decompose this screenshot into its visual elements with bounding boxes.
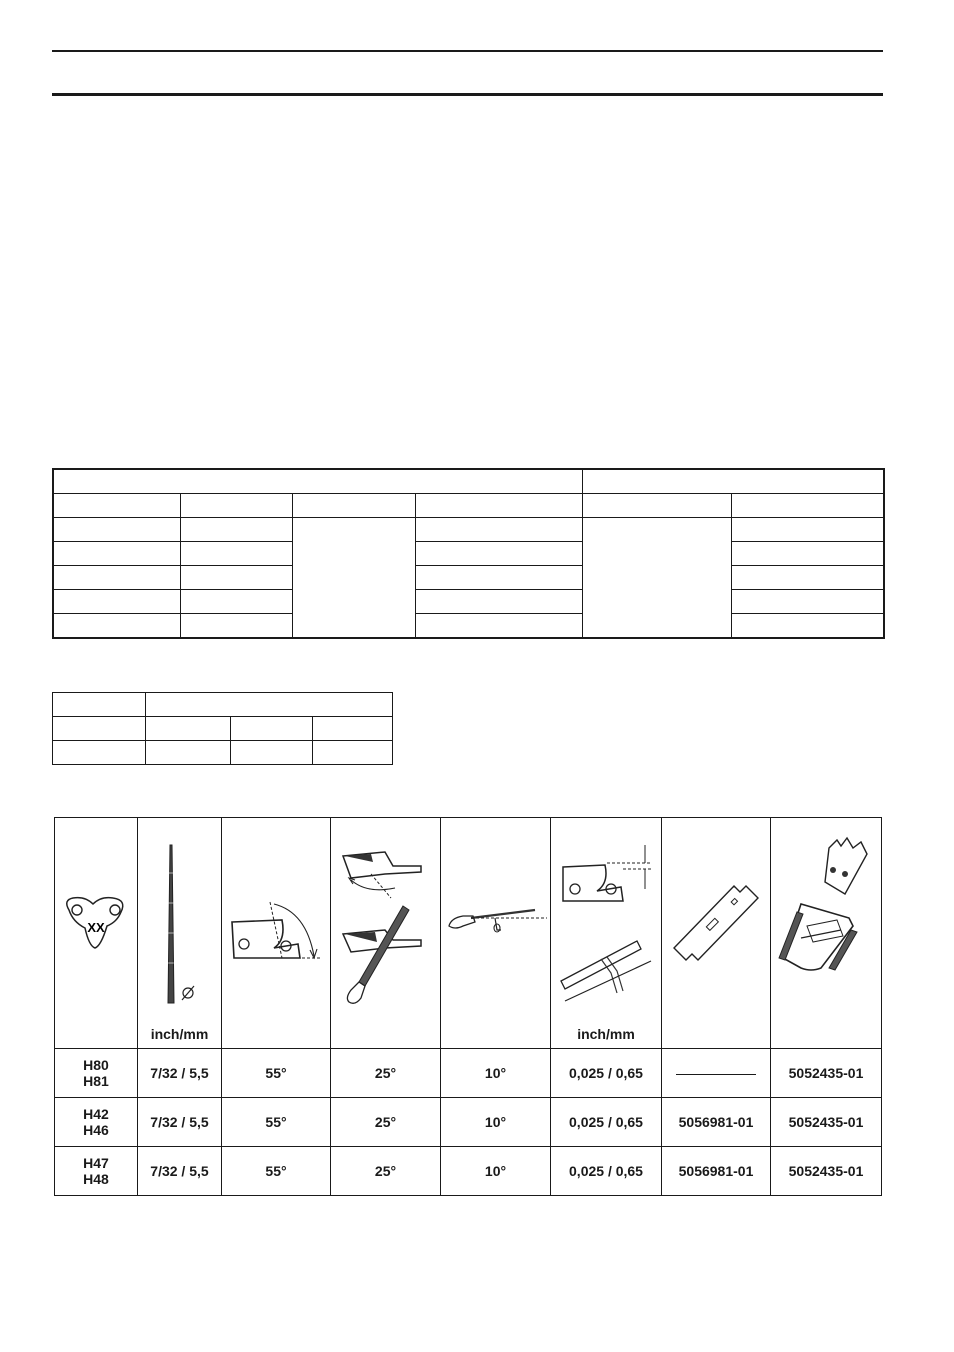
top-plate-angle-cell: 55° xyxy=(222,1098,331,1147)
spec-table xyxy=(52,468,885,639)
drive-link-illustration-cell xyxy=(55,818,138,1049)
tilt-angle-cell: 10° xyxy=(441,1098,551,1147)
spec-cell xyxy=(732,494,885,518)
small-header-cell xyxy=(146,693,393,717)
spec-cell xyxy=(53,518,181,542)
spec-cell xyxy=(416,518,583,542)
file-holder-icon xyxy=(771,818,881,1048)
drive-link-icon xyxy=(55,818,137,1048)
file-size-cell: 7/32 / 5,5 xyxy=(138,1147,222,1196)
holder-part-cell: 5052435-01 xyxy=(771,1147,882,1196)
drive-link-label: XX xyxy=(87,920,105,935)
spec-cell xyxy=(732,566,885,590)
depth-gauge-illustration-cell xyxy=(551,818,662,1049)
small-cell xyxy=(53,741,146,765)
spec-merged-cell xyxy=(583,518,732,639)
depth-gauge-unit-label: inch/mm xyxy=(577,1026,635,1042)
file-size-cell: 7/32 / 5,5 xyxy=(138,1098,222,1147)
depth-gauge-tool-illustration-cell xyxy=(662,818,771,1049)
file-holder-illustration-cell xyxy=(771,818,882,1049)
holder-part-cell: 5052435-01 xyxy=(771,1098,882,1147)
no-part-line xyxy=(676,1074,756,1075)
tilt-angle-icon xyxy=(441,818,550,1048)
spec-cell xyxy=(181,518,293,542)
chain-type-cell: H80 H81 xyxy=(55,1049,138,1098)
spec-cell xyxy=(583,494,732,518)
top-plate-angle-cell: 55° xyxy=(222,1147,331,1196)
depth-gauge-cell: 0,025 / 0,65 xyxy=(551,1049,662,1098)
gauge-part-cell xyxy=(662,1049,771,1098)
spec-cell xyxy=(416,590,583,614)
table-row xyxy=(55,1098,882,1147)
small-cell xyxy=(53,693,146,717)
spec-cell xyxy=(416,494,583,518)
sharpening-tool-table xyxy=(54,817,882,1196)
file-unit-label: inch/mm xyxy=(150,1026,209,1042)
table-row xyxy=(55,1049,882,1098)
small-cell xyxy=(231,717,313,741)
file-illustration-cell xyxy=(138,818,222,1049)
small-cell xyxy=(313,741,393,765)
spec-cell xyxy=(416,542,583,566)
spec-cell xyxy=(732,590,885,614)
gauge-part-cell: 5056981-01 xyxy=(662,1147,771,1196)
table-row xyxy=(55,1147,882,1196)
spec-cell xyxy=(416,614,583,639)
depth-gauge-tool-icon xyxy=(662,818,770,1048)
tilt-angle-cell: 10° xyxy=(441,1049,551,1098)
spec-cell xyxy=(53,542,181,566)
spec-cell xyxy=(53,614,181,639)
top-plate-angle-icon xyxy=(222,818,330,1048)
spec-cell xyxy=(181,614,293,639)
filing-angle-cell: 25° xyxy=(331,1049,441,1098)
spec-cell xyxy=(53,566,181,590)
tilt-angle-cell: 10° xyxy=(441,1147,551,1196)
spec-cell xyxy=(181,590,293,614)
spec-cell xyxy=(732,542,885,566)
spec-merged-cell xyxy=(293,518,416,639)
depth-gauge-icon xyxy=(551,833,661,1033)
small-cell xyxy=(146,717,231,741)
filing-angle-illustration-cell xyxy=(331,818,441,1049)
top-plate-angle-illustration-cell xyxy=(222,818,331,1049)
spec-cell xyxy=(732,614,885,639)
filing-angle-cell: 25° xyxy=(331,1098,441,1147)
filing-angle-cell: 25° xyxy=(331,1147,441,1196)
chain-type-cell: H42 H46 xyxy=(55,1098,138,1147)
depth-gauge-cell: 0,025 / 0,65 xyxy=(551,1098,662,1147)
gauge-part-cell: 5056981-01 xyxy=(662,1098,771,1147)
small-cell xyxy=(53,717,146,741)
spec-cell xyxy=(181,566,293,590)
file-size-cell: 7/32 / 5,5 xyxy=(138,1049,222,1098)
depth-gauge-cell: 0,025 / 0,65 xyxy=(551,1147,662,1196)
header-rule-top xyxy=(52,50,883,52)
small-cell xyxy=(313,717,393,741)
small-cell xyxy=(231,741,313,765)
small-cell xyxy=(146,741,231,765)
holder-part-cell: 5052435-01 xyxy=(771,1049,882,1098)
filing-angle-icon xyxy=(331,818,440,1048)
spec-cell xyxy=(416,566,583,590)
spec-cell xyxy=(293,494,416,518)
spec-cell xyxy=(732,518,885,542)
top-plate-angle-cell: 55° xyxy=(222,1049,331,1098)
spec-cell xyxy=(53,494,181,518)
chain-type-cell: H47 H48 xyxy=(55,1147,138,1196)
spec-cell xyxy=(181,494,293,518)
spec-header-cell xyxy=(583,469,885,494)
small-table xyxy=(52,692,393,765)
header-rule-bottom xyxy=(52,93,883,96)
tilt-angle-illustration-cell xyxy=(441,818,551,1049)
spec-cell xyxy=(181,542,293,566)
round-file-icon xyxy=(138,833,221,1033)
spec-header-cell xyxy=(53,469,583,494)
spec-cell xyxy=(53,590,181,614)
